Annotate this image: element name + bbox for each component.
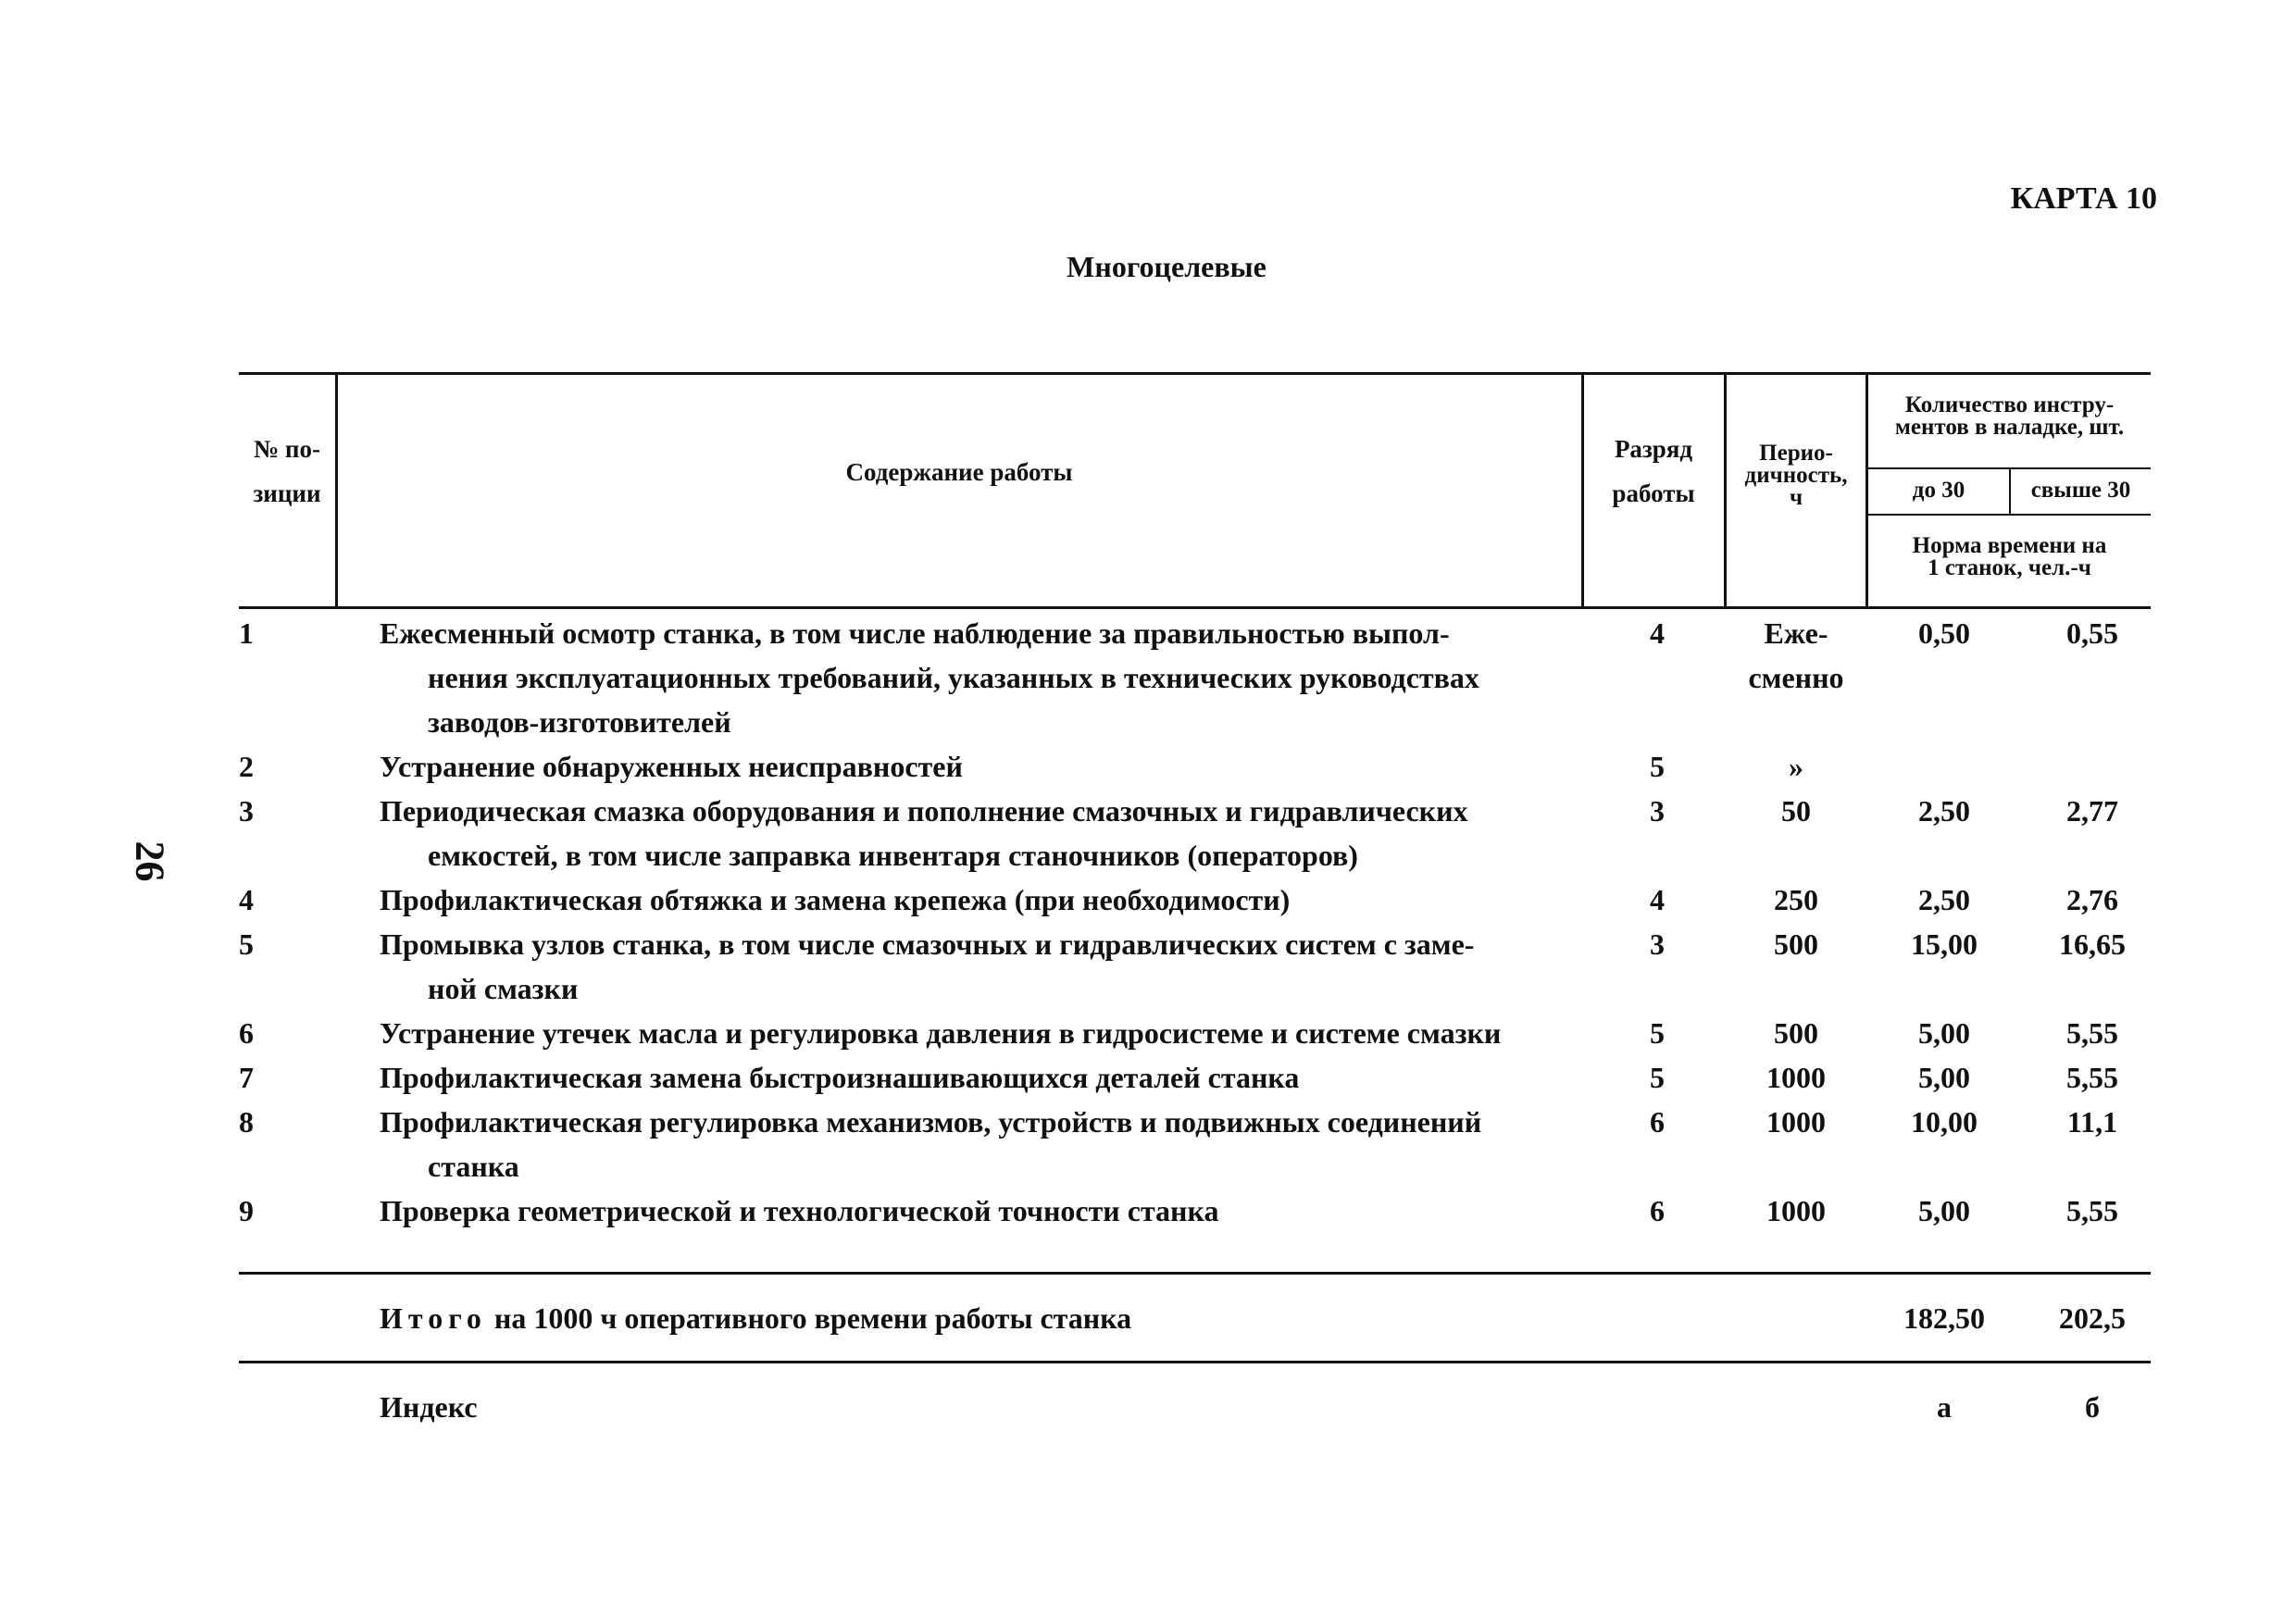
row-norm-over30: 11,1 [2066, 1105, 2118, 1139]
row-content-line: Профилактическая замена быстроизнашивающихся деталей станка [380, 1061, 1300, 1094]
header-norm [1868, 535, 2151, 579]
header-tools-line2: ментов в наладке, шт. [1894, 415, 2125, 440]
table-row-continuation [0, 655, 2296, 700]
header-bottom-rule [239, 606, 2151, 609]
index-row [0, 1385, 2296, 1429]
row-period: сменно [1748, 661, 1844, 694]
table-row [0, 611, 2296, 655]
row-content-line: Периодическая смазка оборудования и пополнение смазочных и гидравлических [380, 794, 1468, 828]
header-grade [1585, 435, 1722, 507]
row-norm-over30: 5,55 [2066, 1016, 2118, 1050]
row-norm-over30: 0,55 [2066, 616, 2118, 650]
row-norm-over30: 16,65 [2059, 927, 2126, 961]
header-tools-upto30: до 30 [1912, 478, 1965, 503]
total-bottom-rule [239, 1361, 2151, 1363]
header-tools-line1: Количество инстру- [1904, 392, 2115, 417]
row-content-line: емкостей, в том числе заправка инвентаря станочников (операторов) [428, 839, 1358, 872]
row-content-line: Профилактическая регулировка механизмов, устройств и подвижных соединений [380, 1105, 1482, 1139]
row-number: 5 [239, 927, 254, 961]
header-tools-over30: свыше 30 [2030, 478, 2131, 503]
total-norm-over30: 202,5 [2059, 1301, 2126, 1335]
header-norm-line2: 1 станок, чел.-ч [1928, 555, 2091, 580]
table-row [0, 1100, 2296, 1144]
table-row [0, 922, 2296, 966]
row-period: 500 [1774, 1016, 1818, 1050]
header-position [241, 435, 333, 507]
table-row [0, 789, 2296, 833]
header-period-line1: Перио- [1759, 441, 1833, 466]
row-number: 1 [239, 616, 254, 650]
row-grade: 6 [1650, 1194, 1665, 1227]
table-row [0, 1011, 2296, 1055]
row-norm-upto30: 10,00 [1911, 1105, 1978, 1139]
row-content-line: Устранение обнаруженных неисправностей [380, 750, 963, 783]
header-tools [1868, 394, 2151, 439]
row-grade: 5 [1650, 1061, 1665, 1094]
row-number: 8 [239, 1105, 254, 1139]
row-period: 50 [1781, 794, 1811, 828]
table-row-continuation [0, 700, 2296, 744]
row-number: 6 [239, 1016, 254, 1050]
row-content-line: станка [428, 1150, 519, 1183]
row-norm-over30: 5,55 [2066, 1061, 2118, 1094]
header-grade-line1: Разряд [1614, 435, 1693, 463]
row-content-line: Промывка узлов станка, в том числе смазочных и гидравлических систем с заме- [380, 927, 1475, 961]
row-norm-over30: 2,76 [2066, 883, 2118, 916]
index-label: Индекс [380, 1390, 478, 1424]
row-grade: 4 [1650, 883, 1665, 916]
row-period: 1000 [1766, 1061, 1826, 1094]
col-divider-3 [1724, 372, 1727, 609]
row-norm-upto30: 15,00 [1911, 927, 1978, 961]
row-grade: 3 [1650, 794, 1665, 828]
total-label-spaced: Итого [380, 1301, 487, 1335]
row-norm-over30: 5,55 [2066, 1194, 2118, 1227]
row-period: Еже- [1764, 616, 1828, 650]
row-content-line: Устранение утечек масла и регулировка давления в гидросистеме и системе смазки [380, 1016, 1502, 1050]
col-divider-2 [1581, 372, 1584, 609]
row-norm-upto30: 2,50 [1918, 794, 1970, 828]
row-norm-upto30: 5,00 [1918, 1061, 1970, 1094]
row-norm-upto30: 5,00 [1918, 1016, 1970, 1050]
row-period: 1000 [1766, 1194, 1826, 1227]
row-number: 4 [239, 883, 254, 916]
table-row [0, 1055, 2296, 1100]
header-period-line2: дичность, [1744, 463, 1848, 488]
header-position-line2: зиции [253, 479, 321, 507]
table-row-continuation [0, 966, 2296, 1011]
row-content-line: ной смазки [428, 972, 579, 1005]
row-period: 500 [1774, 927, 1818, 961]
row-norm-over30: 2,77 [2066, 794, 2118, 828]
header-period [1728, 442, 1865, 509]
row-content-line: нения эксплуатационных требований, указанных в технических руководствах [428, 661, 1479, 694]
table-row [0, 744, 2296, 789]
table-top-rule [239, 372, 2151, 375]
col-divider-1 [335, 372, 338, 609]
header-period-line3: ч [1789, 485, 1803, 510]
row-norm-upto30: 0,50 [1918, 616, 1970, 650]
body-bottom-rule [239, 1272, 2151, 1275]
row-number: 2 [239, 750, 254, 783]
index-over30: б [2085, 1390, 2100, 1424]
row-number: 3 [239, 794, 254, 828]
row-period: 250 [1774, 883, 1818, 916]
row-norm-upto30: 5,00 [1918, 1194, 1970, 1227]
row-period: 1000 [1766, 1105, 1826, 1139]
table-row-continuation [0, 1144, 2296, 1189]
table-row [0, 877, 2296, 922]
header-position-line1: № по- [254, 435, 320, 463]
header-norm-line1: Норма времени на [1912, 533, 2107, 558]
row-content-line: Ежесменный осмотр станка, в том числе наблюдение за правильностью выпол- [380, 616, 1450, 650]
total-label-rest: на 1000 ч оперативного времени работы станка [493, 1301, 1132, 1335]
row-norm-upto30: 2,50 [1918, 883, 1970, 916]
total-row [0, 1296, 2296, 1340]
row-number: 7 [239, 1061, 254, 1094]
total-norm-upto30: 182,50 [1903, 1301, 1985, 1335]
table-row-continuation [0, 833, 2296, 877]
header-content: Содержание работы [845, 458, 1073, 486]
table-row [0, 1189, 2296, 1233]
header-grade-line2: работы [1612, 479, 1695, 507]
total-label [380, 1296, 1583, 1340]
index-upto30: a [1937, 1390, 1952, 1424]
row-number: 9 [239, 1194, 254, 1227]
row-content-line: заводов-изготовителей [428, 705, 731, 739]
row-grade: 4 [1650, 616, 1665, 650]
row-grade: 3 [1650, 927, 1665, 961]
card-label: КАРТА 10 [2010, 181, 2157, 216]
row-grade: 5 [1650, 750, 1665, 783]
page-number: 26 [127, 840, 173, 882]
row-period: » [1789, 750, 1803, 783]
row-content-line: Профилактическая обтяжка и замена крепежа (при необходимости) [380, 883, 1291, 916]
row-grade: 6 [1650, 1105, 1665, 1139]
row-content-line: Проверка геометрической и технологической точности станка [380, 1194, 1219, 1227]
row-grade: 5 [1650, 1016, 1665, 1050]
page-title: Многоцелевые [1067, 250, 1267, 283]
